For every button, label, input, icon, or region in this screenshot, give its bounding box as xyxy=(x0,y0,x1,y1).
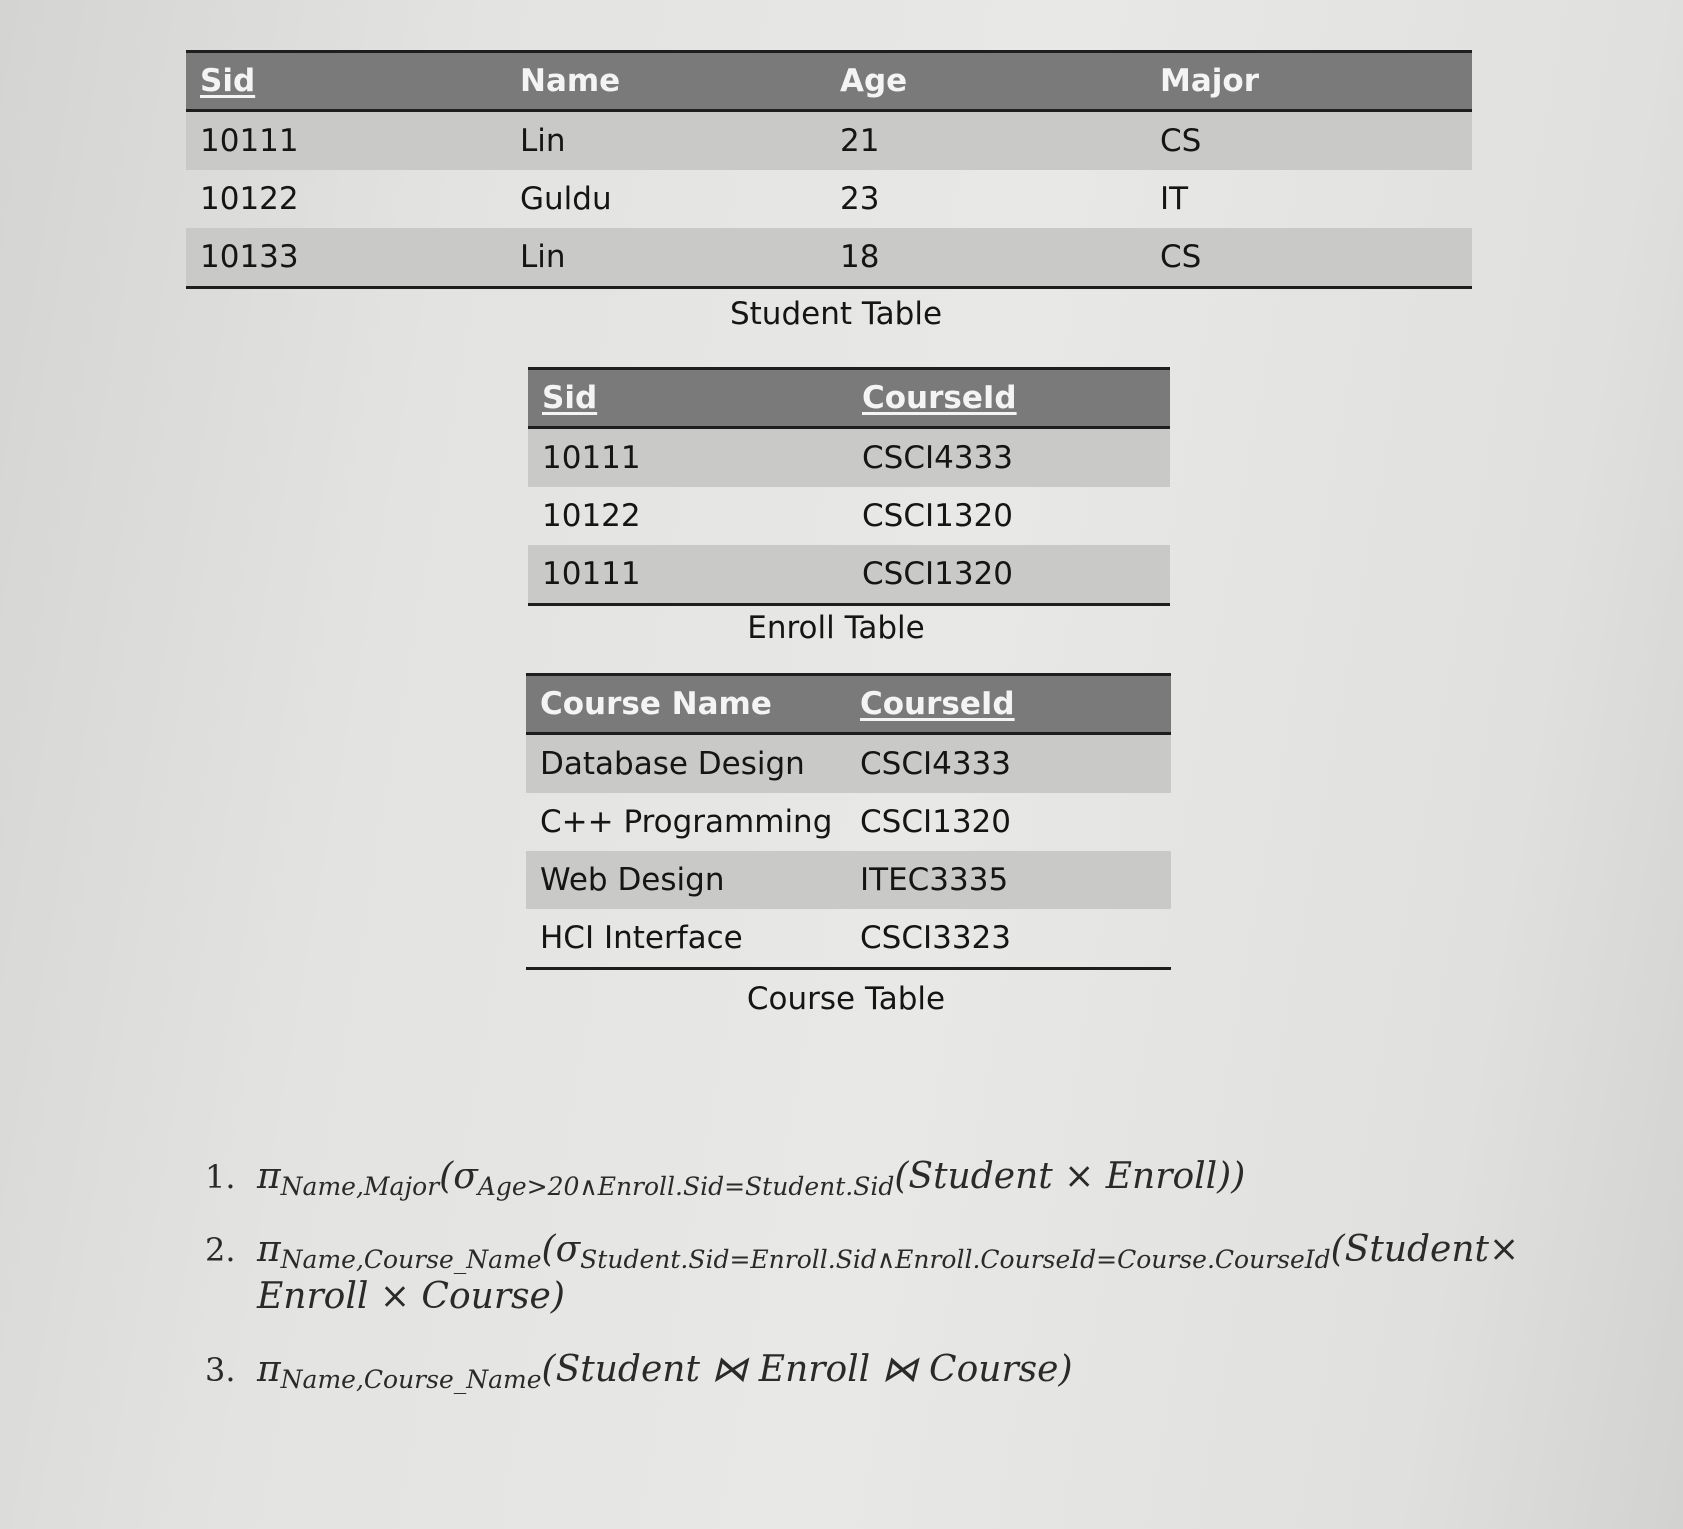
table-cell: CSCI1320 xyxy=(860,804,1012,840)
table-row xyxy=(186,170,1472,228)
table-row xyxy=(528,487,1170,545)
column-header: Name xyxy=(506,52,826,111)
column-header: Sid xyxy=(528,369,848,428)
table-row xyxy=(526,851,1171,909)
table-cell: Lin xyxy=(506,111,826,171)
column-header: Course Name xyxy=(526,675,846,734)
table-row xyxy=(528,428,1170,488)
table-cell: 21 xyxy=(826,111,1146,171)
relational-expression xyxy=(257,1156,1246,1201)
table-cell: CSCI3323 xyxy=(860,920,1012,956)
table-cell: CSCI1320 xyxy=(848,545,1170,605)
column-header: Age xyxy=(826,52,1146,111)
expression-body: (Student× xyxy=(1330,1229,1520,1270)
column-header: Major xyxy=(1146,52,1472,111)
table-cell: CSCI1320 xyxy=(862,498,1014,534)
column-header: CourseId xyxy=(846,675,1171,734)
expression-body: (Student × Enroll)) xyxy=(894,1156,1246,1197)
enroll-table-caption: Enroll Table xyxy=(747,610,925,646)
enroll-table xyxy=(528,367,1170,606)
question-number: 2. xyxy=(205,1231,236,1269)
course-table-caption: Course Table xyxy=(746,981,946,1017)
relational-expression xyxy=(257,1229,1520,1274)
table-cell: CSCI4333 xyxy=(848,428,1170,488)
student-table xyxy=(186,50,1472,289)
table-cell: Lin xyxy=(506,228,826,288)
projection-attributes: Name,Course_Name xyxy=(280,1365,542,1394)
projection-symbol: π xyxy=(257,1349,281,1390)
column-header: Sid xyxy=(186,52,506,111)
projection-attributes: Name,Major xyxy=(280,1172,440,1201)
question-number: 3. xyxy=(205,1351,236,1389)
table-header-row xyxy=(186,52,1472,111)
table-cell: IT xyxy=(1160,181,1189,217)
expression-body: (Student ⋈ Enroll ⋈ Course) xyxy=(541,1349,1073,1390)
student-table-caption: Student Table xyxy=(729,296,943,332)
course-table xyxy=(526,673,1171,970)
table-cell: CS xyxy=(1146,228,1472,288)
table-cell: 10133 xyxy=(186,228,506,288)
table-row xyxy=(186,111,1472,171)
table-cell: ITEC3335 xyxy=(846,851,1171,909)
table-header-row xyxy=(526,675,1171,734)
selection-symbol: σ xyxy=(453,1156,478,1197)
table-row xyxy=(526,793,1171,851)
projection-symbol: π xyxy=(257,1229,281,1270)
table-cell: 10111 xyxy=(528,428,848,488)
table-cell: C++ Programming xyxy=(540,804,833,840)
table-header-row xyxy=(528,369,1170,428)
question-3 xyxy=(205,1348,1073,1395)
selection-condition: Student.Sid=Enroll.Sid∧Enroll.CourseId=Course.CourseId xyxy=(580,1245,1331,1274)
question-1 xyxy=(205,1155,1245,1202)
open-paren: ( xyxy=(439,1156,454,1197)
table-cell: 23 xyxy=(840,181,880,217)
selection-symbol: σ xyxy=(555,1229,581,1270)
table-cell: Web Design xyxy=(526,851,846,909)
table-cell: 18 xyxy=(826,228,1146,288)
question-2 xyxy=(205,1228,1519,1318)
table-cell: Database Design xyxy=(526,734,846,794)
selection-condition: Age>20∧Enroll.Sid=Student.Sid xyxy=(477,1172,895,1201)
table-cell: HCI Interface xyxy=(540,920,743,956)
table-row xyxy=(528,545,1170,605)
expression-continuation: Enroll × Course) xyxy=(257,1276,565,1317)
table-cell: CS xyxy=(1146,111,1472,171)
projection-symbol: π xyxy=(257,1156,281,1197)
table-cell: 10122 xyxy=(542,498,641,534)
relational-expression xyxy=(257,1349,1073,1394)
table-cell: 10122 xyxy=(200,181,299,217)
table-row xyxy=(526,909,1171,969)
projection-attributes: Name,Course_Name xyxy=(280,1245,542,1274)
open-paren: ( xyxy=(541,1229,556,1270)
table-row xyxy=(186,228,1472,288)
table-cell: CSCI4333 xyxy=(846,734,1171,794)
column-header: CourseId xyxy=(848,369,1170,428)
table-cell: Guldu xyxy=(520,181,612,217)
question-number: 1. xyxy=(205,1158,236,1196)
table-cell: 10111 xyxy=(528,545,848,605)
table-row xyxy=(526,734,1171,794)
table-cell: 10111 xyxy=(186,111,506,171)
